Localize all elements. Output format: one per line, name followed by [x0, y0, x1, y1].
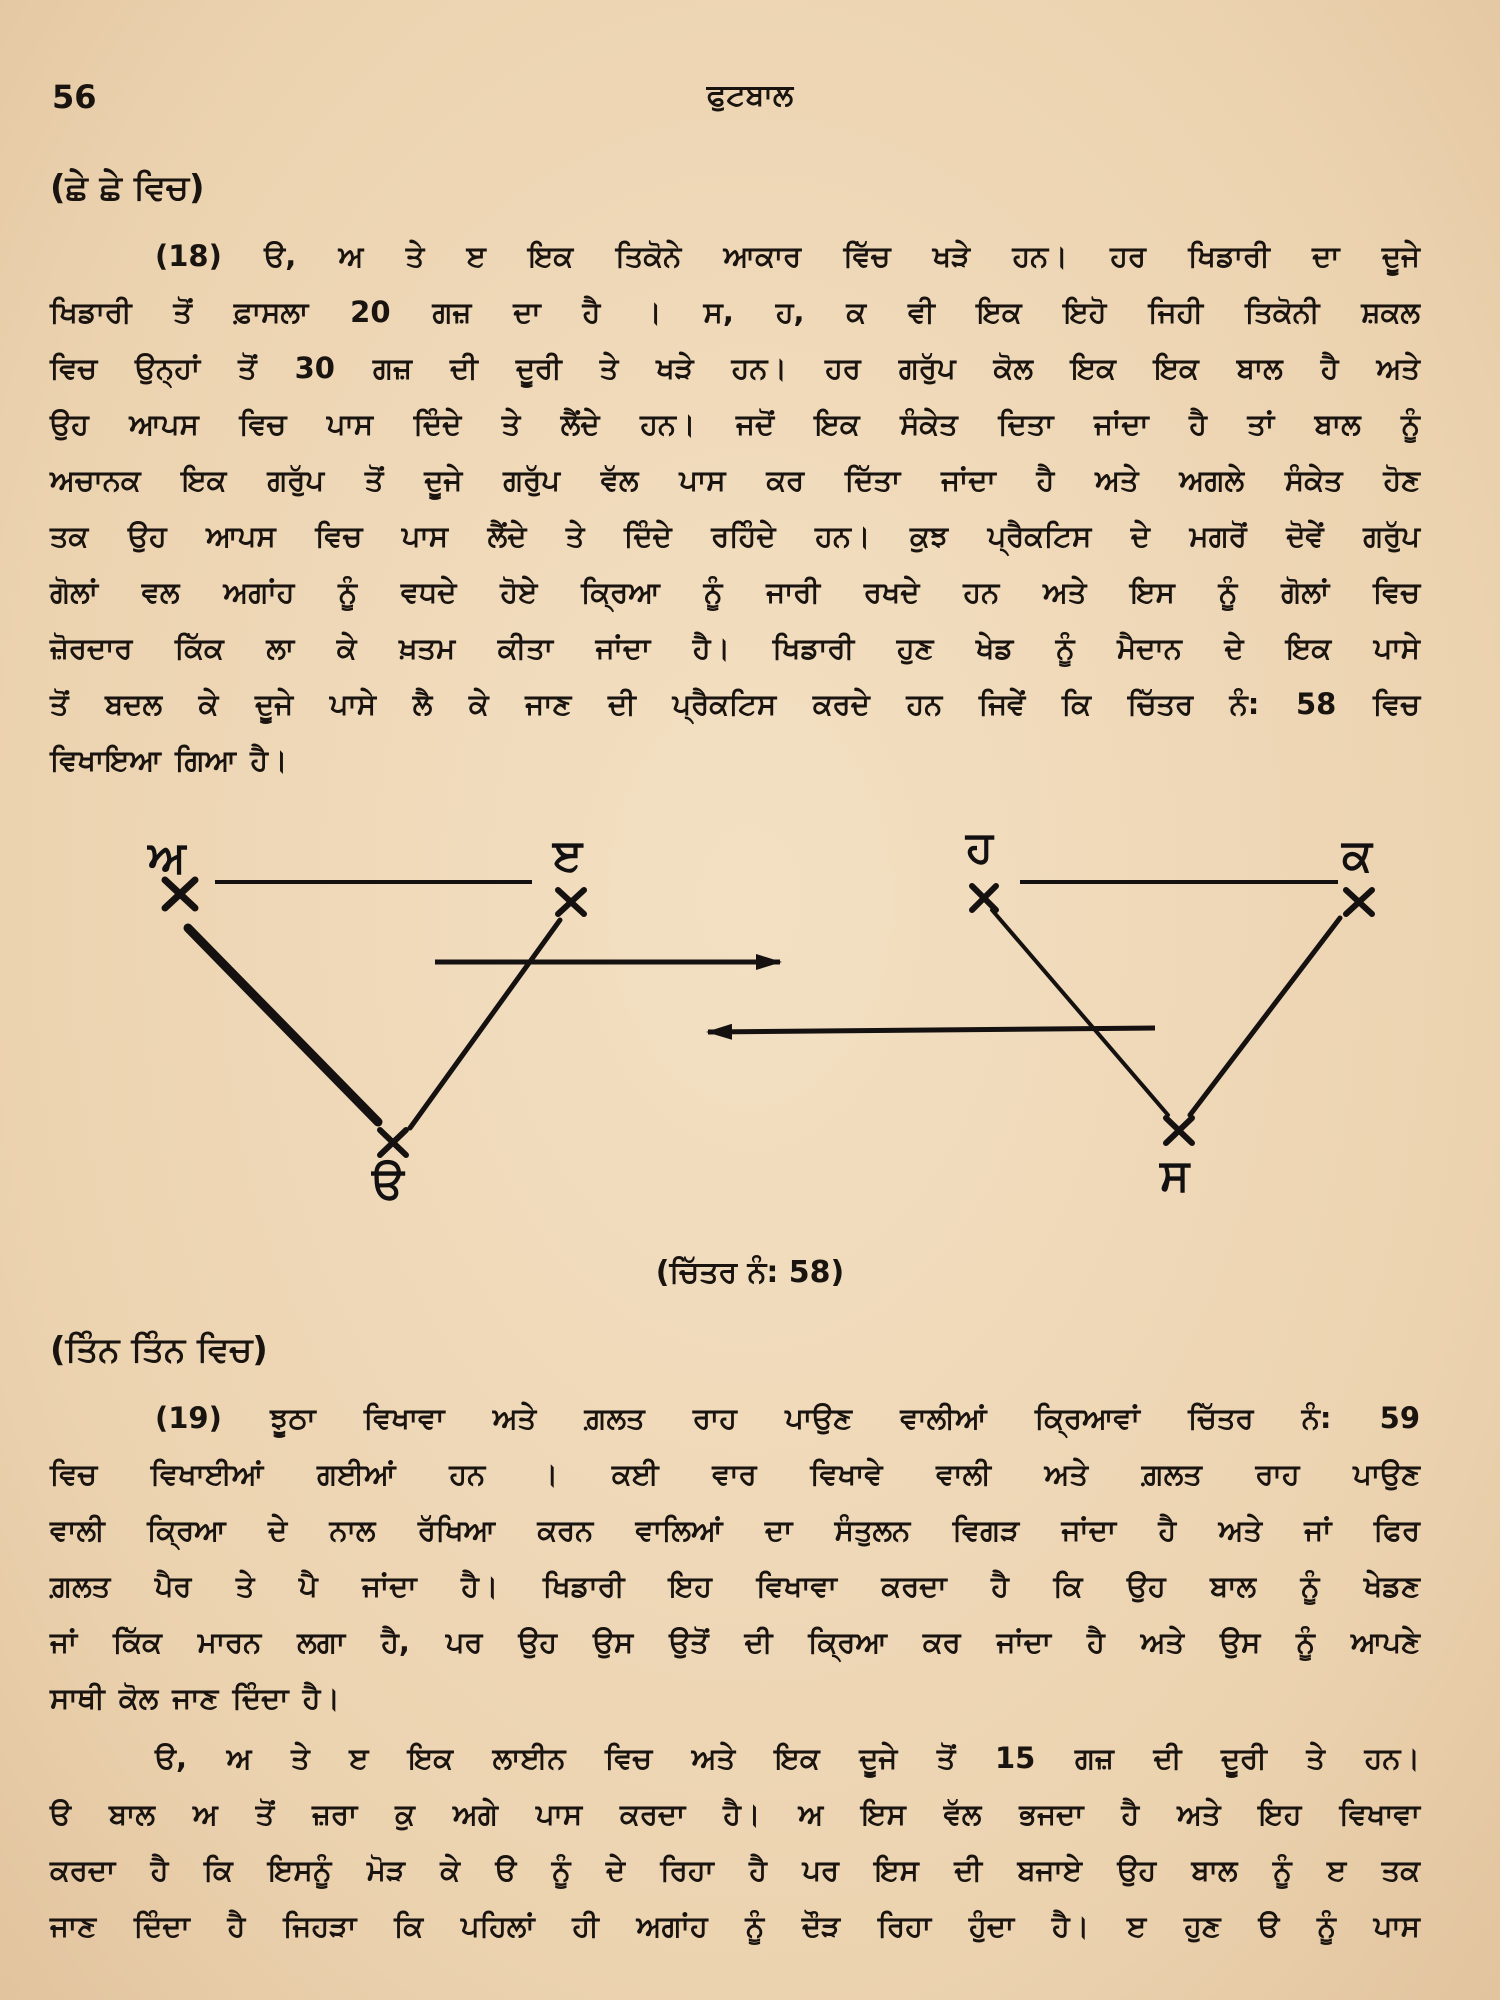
text-line: ਅਚਾਨਕ ਇਕ ਗਰੁੱਪ ਤੋਂ ਦੂਜੇ ਗਰੁੱਪ ਵੱਲ ਪਾਸ ਕਰ ਦਿੱਤਾ ਜਾਂਦਾ ਹੈ ਅਤੇ ਅਗਲੇ ਸੰਕੇਤ ਹੋਣ	[50, 463, 1420, 497]
paragraph-18	[50, 228, 1420, 788]
text-line: ਤਕ ਉਹ ਆਪਸ ਵਿਚ ਪਾਸ ਲੈਂਦੇ ਤੇ ਦਿੰਦੇ ਰਹਿੰਦੇ ਹਨ। ਕੁਝ ਪ੍ਰੈਕਟਿਸ ਦੇ ਮਗਰੋਂ ਦੋਵੇਂ ਗਰੁੱਪ	[50, 519, 1420, 553]
player-k-cross-icon	[1346, 890, 1372, 914]
section-heading-three: (ਤਿੰਨ ਤਿੰਨ ਵਿਚ)	[50, 1330, 268, 1370]
text-line: ਵਿਖਾਇਆ ਗਿਆ ਹੈ।	[50, 743, 288, 777]
text-line: ਖਿਡਾਰੀ ਤੋਂ ਫ਼ਾਸਲਾ 20 ਗਜ਼ ਦਾ ਹੈ । ਸ, ਹ, ਕ ਵੀ ਇਕ ਇਹੋ ਜਿਹੀ ਤਿਕੋਨੀ ਸ਼ਕਲ	[50, 295, 1420, 329]
player-a-cross-icon	[165, 880, 195, 908]
text-line: ਵਿਚ ਉਨ੍ਹਾਂ ਤੋਂ 30 ਗਜ਼ ਦੀ ਦੂਰੀ ਤੇ ਖੜੇ ਹਨ। ਹਰ ਗਰੁੱਪ ਕੋਲ ਇਕ ਇਕ ਬਾਲ ਹੈ ਅਤੇ	[50, 351, 1420, 385]
pass-line-e-o	[410, 920, 560, 1128]
text-line: ਜ਼ੋਰਦਾਰ ਕਿੱਕ ਲਾ ਕੇ ਖ਼ਤਮ ਕੀਤਾ ਜਾਂਦਾ ਹੈ। ਖਿਡਾਰੀ ਹੁਣ ਖੇਡ ਨੂੰ ਮੈਦਾਨ ਦੇ ਇਕ ਪਾਸੇ	[50, 631, 1420, 665]
text-line: ਜਾਂ ਕਿੱਕ ਮਾਰਨ ਲਗਾ ਹੈ, ਪਰ ਉਹ ਉਸ ਉਤੋਂ ਦੀ ਕ੍ਰਿਆ ਕਰ ਜਾਂਦਾ ਹੈ ਅਤੇ ਉਸ ਨੂੰ ਆਪਣੇ	[50, 1625, 1420, 1659]
text-line: (18) ੳ, ਅ ਤੇ ੲ ਇਕ ਤਿਕੋਨੇ ਆਕਾਰ ਵਿੱਚ ਖੜੇ ਹਨ। ਹਰ ਖਿਡਾਰੀ ਦਾ ਦੂਜੇ	[155, 239, 1420, 273]
player-h-cross-icon	[972, 886, 996, 910]
text-line: ਕਰਦਾ ਹੈ ਕਿ ਇਸਨੂੰ ਮੋੜ ਕੇ ੳ ਨੂੰ ਦੇ ਰਿਹਾ ਹੈ ਪਰ ਇਸ ਦੀ ਬਜਾਏ ਉਹ ਬਾਲ ਨੂੰ ੲ ਤਕ	[50, 1853, 1420, 1887]
text-line: ਵਾਲੀ ਕ੍ਰਿਆ ਦੇ ਨਾਲ ਰੱਖਿਆ ਕਰਨ ਵਾਲਿਆਂ ਦਾ ਸੰਤੁਲਨ ਵਿਗੜ ਜਾਂਦਾ ਹੈ ਅਤੇ ਜਾਂ ਫਿਰ	[50, 1513, 1420, 1547]
text-line: ਗੋਲਾਂ ਵਲ ਅਗਾਂਹ ਨੂੰ ਵਧਦੇ ਹੋਏ ਕ੍ਰਿਆ ਨੂੰ ਜਾਰੀ ਰਖਦੇ ਹਨ ਅਤੇ ਇਸ ਨੂੰ ਗੋਲਾਂ ਵਿਚ	[50, 575, 1420, 609]
section-heading-six: (ਛੇ ਛੇ ਵਿਚ)	[50, 168, 205, 208]
player-s-cross-icon	[1166, 1118, 1192, 1143]
page-number: 56	[52, 78, 97, 116]
pass-line-a-o	[188, 928, 378, 1122]
player-label-o: ੳ	[372, 1158, 404, 1209]
text-line: ਗ਼ਲਤ ਪੈਰ ਤੇ ਪੈ ਜਾਂਦਾ ਹੈ। ਖਿਡਾਰੀ ਇਹ ਵਿਖਾਵਾ ਕਰਦਾ ਹੈ ਕਿ ਉਹ ਬਾਲ ਨੂੰ ਖੇਡਣ	[50, 1569, 1420, 1603]
paragraph-19-continued	[50, 1730, 1420, 1954]
text-line: ੳ ਬਾਲ ਅ ਤੋਂ ਜ਼ਰਾ ਕੁ ਅਗੇ ਪਾਸ ਕਰਦਾ ਹੈ। ਅ ਇਸ ਵੱਲ ਭਜਦਾ ਹੈ ਅਤੇ ਇਹ ਵਿਖਾਵਾ	[50, 1797, 1420, 1831]
text-line: ਵਿਚ ਵਿਖਾਈਆਂ ਗਈਆਂ ਹਨ । ਕਈ ਵਾਰ ਵਿਖਾਵੇ ਵਾਲੀ ਅਤੇ ਗ਼ਲਤ ਰਾਹ ਪਾਉਣ	[50, 1457, 1420, 1491]
player-label-k: ਕ	[1342, 830, 1373, 881]
text-line: ਸਾਥੀ ਕੋਲ ਜਾਣ ਦਿੰਦਾ ਹੈ।	[50, 1681, 340, 1715]
text-line: ਉਹ ਆਪਸ ਵਿਚ ਪਾਸ ਦਿੰਦੇ ਤੇ ਲੈਂਦੇ ਹਨ। ਜਦੋਂ ਇਕ ਸੰਕੇਤ ਦਿਤਾ ਜਾਂਦਾ ਹੈ ਤਾਂ ਬਾਲ ਨੂੰ	[50, 407, 1420, 441]
pass-line-h-s	[992, 910, 1168, 1115]
text-line: ਤੋਂ ਬਦਲ ਕੇ ਦੂਜੇ ਪਾਸੇ ਲੈ ਕੇ ਜਾਣ ਦੀ ਪ੍ਰੈਕਟਿਸ ਕਰਦੇ ਹਨ ਜਿਵੇਂ ਕਿ ਚਿੱਤਰ ਨੰ: 58 ਵਿਚ	[50, 687, 1420, 721]
player-label-s: ਸ	[1160, 1150, 1190, 1201]
player-e-cross-icon	[558, 890, 584, 914]
player-o-cross-icon	[380, 1130, 406, 1155]
text-line: ੳ, ਅ ਤੇ ੲ ਇਕ ਲਾਈਨ ਵਿਚ ਅਤੇ ਇਕ ਦੂਜੇ ਤੋਂ 15 ਗਜ਼ ਦੀ ਦੂਰੀ ਤੇ ਹਨ।	[155, 1741, 1420, 1775]
pass-line-k-s	[1190, 918, 1340, 1115]
figure-58-diagram	[0, 810, 1500, 1220]
figure-caption: (ਚਿੱਤਰ ਨੰ: 58)	[655, 1255, 845, 1290]
paragraph-19	[50, 1390, 1420, 1726]
player-label-e: ੲ	[553, 830, 583, 881]
running-title: ਫੁਟਬਾਲ	[706, 78, 794, 113]
text-line: (19) ਝੂਠਾ ਵਿਖਾਵਾ ਅਤੇ ਗ਼ਲਤ ਰਾਹ ਪਾਉਣ ਵਾਲੀਆਂ ਕ੍ਰਿਆਵਾਂ ਚਿੱਤਰ ਨੰ: 59	[155, 1401, 1420, 1435]
player-label-h: ਹ	[966, 822, 994, 873]
player-label-a: ਅ	[148, 832, 186, 883]
arrow-left	[708, 1028, 1155, 1032]
text-line: ਜਾਣ ਦਿੰਦਾ ਹੈ ਜਿਹੜਾ ਕਿ ਪਹਿਲਾਂ ਹੀ ਅਗਾਂਹ ਨੂੰ ਦੌੜ ਰਿਹਾ ਹੁੰਦਾ ਹੈ। ੲ ਹੁਣ ੳ ਨੂੰ ਪਾਸ	[50, 1909, 1420, 1943]
